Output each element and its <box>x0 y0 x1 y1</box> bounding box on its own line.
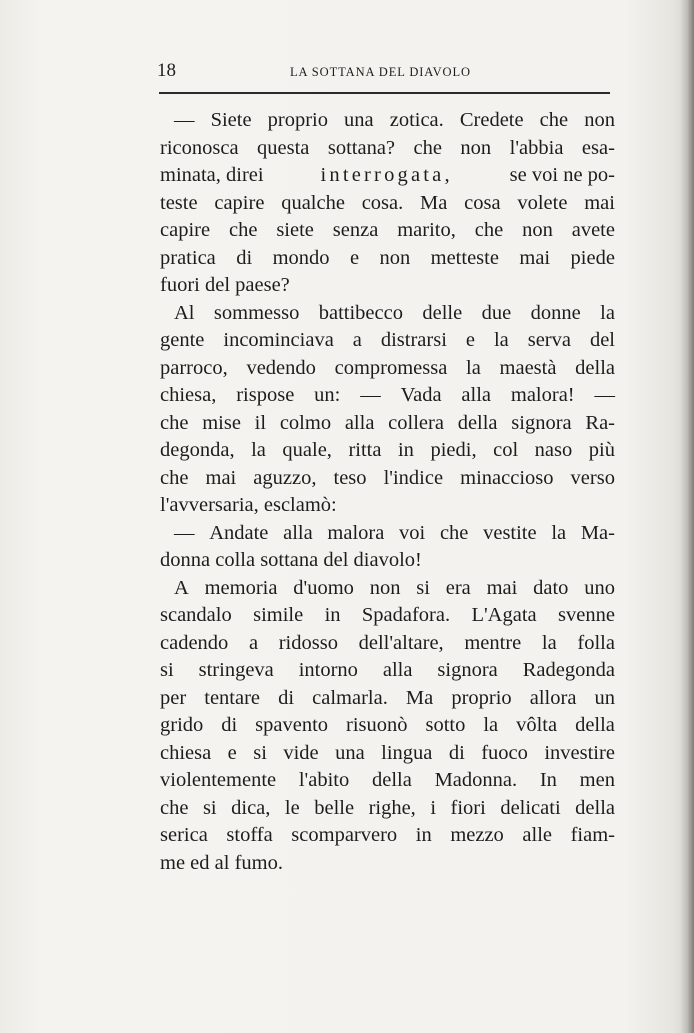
word: di <box>221 714 238 736</box>
word: risuonò <box>346 714 408 736</box>
text-line <box>160 602 615 630</box>
word: minaccioso <box>460 466 554 489</box>
word: malora <box>327 521 385 544</box>
word: Vada <box>400 384 442 406</box>
word: scomparvero <box>291 824 398 846</box>
word: vôlta <box>516 714 558 736</box>
word: investire <box>544 741 615 764</box>
word: riconosca <box>160 136 239 159</box>
word: Madonna. <box>434 769 518 791</box>
word: righe, <box>368 796 416 819</box>
word: — <box>360 384 381 406</box>
header-rule <box>159 92 610 94</box>
word: folla <box>577 631 615 654</box>
word: siete <box>276 219 314 241</box>
word: alla <box>461 384 492 406</box>
word: non <box>584 109 615 131</box>
word: a <box>352 329 362 351</box>
word: serica <box>160 824 208 846</box>
word: dell'altare, <box>358 631 444 654</box>
word: delicati <box>500 796 561 819</box>
text-line <box>160 327 615 355</box>
word: Ma <box>405 686 434 709</box>
word: mentre <box>464 631 522 654</box>
word: il <box>254 411 267 434</box>
word: metteste <box>430 246 499 269</box>
word: l'abbia <box>509 136 564 159</box>
word: proprio <box>451 686 512 709</box>
text-line <box>160 685 615 713</box>
word: alla <box>382 659 413 681</box>
word: chiesa <box>160 741 212 764</box>
word: Ma- <box>580 521 615 544</box>
word: si <box>202 796 217 819</box>
word: fiori <box>450 796 486 819</box>
word: donne <box>530 301 581 324</box>
word: uno <box>584 576 615 599</box>
word: parroco, <box>160 356 228 379</box>
word: si <box>416 576 430 599</box>
word: simile <box>253 604 304 626</box>
word: i <box>430 796 437 819</box>
word: del <box>589 329 615 351</box>
text-line <box>160 657 615 685</box>
word: era <box>445 576 471 599</box>
word: delle <box>422 301 463 324</box>
word: a <box>248 631 259 654</box>
word: in <box>397 439 414 461</box>
word: la <box>551 521 567 544</box>
word: due <box>481 301 512 324</box>
word: esa- <box>581 136 615 159</box>
text-line <box>160 300 615 328</box>
word: e <box>349 246 360 269</box>
text-line <box>160 712 615 740</box>
word: la <box>466 356 481 379</box>
word: che <box>539 109 569 131</box>
word: signora <box>511 411 572 434</box>
word: maestà <box>499 356 557 379</box>
word: scandalo <box>160 604 232 626</box>
word: sommesso <box>213 301 300 324</box>
text-line <box>160 740 615 768</box>
word: volete <box>517 191 568 214</box>
text-line: minata, direi interrogata, se voi ne po- <box>160 162 615 190</box>
word: teso <box>333 466 367 489</box>
word: — <box>594 384 615 406</box>
word: mai <box>519 246 551 269</box>
word: cadendo <box>160 631 229 654</box>
text-line <box>160 135 615 163</box>
word: e <box>227 741 237 764</box>
text-line: me ed al fumo. <box>160 851 283 874</box>
word: si <box>253 741 267 764</box>
word: in <box>324 604 341 626</box>
word: capire <box>160 219 211 241</box>
word: d'uomo <box>293 576 354 599</box>
word: qualche <box>281 191 345 214</box>
word: teste <box>160 191 198 214</box>
word: ritta <box>348 439 382 461</box>
word: — <box>174 109 195 131</box>
spaced-word: interrogata, <box>320 164 453 186</box>
word: degonda, <box>160 439 235 461</box>
word: mai <box>205 466 237 489</box>
text-line: l'avversaria, esclamò: <box>160 494 337 516</box>
word: mai <box>584 191 615 214</box>
word: battibecco <box>318 301 403 324</box>
word: Ma <box>420 191 448 214</box>
text-line: donna colla sottana del diavolo! <box>160 549 422 571</box>
word: vedendo <box>246 356 316 379</box>
word: sottana? <box>327 136 396 159</box>
word: che <box>160 796 189 819</box>
running-title: LA SOTTANA DEL DIAVOLO <box>290 65 471 79</box>
word: calmarla. <box>312 686 388 709</box>
word: l'abito <box>298 769 350 791</box>
text-line <box>160 630 615 658</box>
word: In <box>539 769 557 791</box>
word: Andate <box>209 521 269 544</box>
word: cosa. <box>361 191 404 214</box>
word: fiam- <box>570 824 615 846</box>
text-line <box>160 437 615 465</box>
word: belle <box>314 796 355 819</box>
word: distrarsi <box>380 329 447 351</box>
text-line <box>160 355 615 383</box>
word: non <box>522 219 553 241</box>
word: stringeva <box>198 659 274 681</box>
word: mai <box>486 576 518 599</box>
word: lingua <box>381 741 433 764</box>
word: che <box>228 219 258 241</box>
word: capire <box>214 191 265 214</box>
word: Ra- <box>585 411 615 434</box>
word: non <box>460 136 492 159</box>
word: sotto <box>425 714 466 736</box>
word: ridosso <box>278 631 338 654</box>
word: piedi, <box>430 439 477 461</box>
word: spavento <box>255 714 329 736</box>
word: — <box>174 521 195 544</box>
word: malora! <box>510 384 575 406</box>
text-line <box>160 190 615 218</box>
word: che <box>160 411 189 434</box>
word: col <box>493 439 519 461</box>
word: vide <box>283 741 319 764</box>
word: svenne <box>558 604 615 626</box>
word: che <box>474 219 504 241</box>
word: della <box>575 714 615 736</box>
text-line <box>160 465 615 493</box>
word: Radegonda <box>522 659 615 681</box>
word: L'Agata <box>471 604 537 626</box>
word: alla <box>344 411 375 434</box>
word: per <box>160 686 187 709</box>
word: Siete <box>210 109 252 131</box>
word: marito, <box>397 219 456 241</box>
word: mezzo <box>450 824 504 846</box>
word: la <box>483 714 499 736</box>
text-line <box>160 382 615 410</box>
word: vestite <box>483 521 537 544</box>
word: in <box>415 824 432 846</box>
word: collera <box>388 411 444 434</box>
word: aguzzo, <box>253 466 317 489</box>
text-line <box>160 822 615 850</box>
word: signora <box>437 659 498 681</box>
word: mise <box>202 411 241 434</box>
word: memoria <box>204 576 278 599</box>
word: di <box>278 686 295 709</box>
word: mondo <box>272 246 330 269</box>
word: proprio <box>267 109 328 131</box>
word: la <box>600 301 615 324</box>
word: serva <box>527 329 571 351</box>
text-line <box>160 795 615 823</box>
word: verso <box>570 466 615 489</box>
word: la <box>493 329 509 351</box>
word: alla <box>283 521 313 544</box>
word: una <box>344 109 374 131</box>
word: questa <box>257 136 310 159</box>
word: la <box>541 631 557 654</box>
word: un <box>594 686 615 709</box>
word: allora <box>529 686 577 709</box>
word: quale, <box>282 439 332 461</box>
word: cosa <box>464 191 501 214</box>
text-line: fuori del paese? <box>160 274 290 296</box>
word: la <box>251 439 266 461</box>
word: pratica <box>160 246 216 269</box>
word: più <box>588 439 615 461</box>
word: dica, <box>231 796 271 819</box>
word: un: <box>314 384 341 406</box>
word: compromessa <box>334 356 448 379</box>
page-edge-shadow <box>680 0 694 1033</box>
word: violentemente <box>160 769 277 791</box>
text-line <box>160 575 615 603</box>
page-number: 18 <box>157 60 176 81</box>
word: non <box>369 576 401 599</box>
word: avete <box>571 219 615 241</box>
word: colmo <box>279 411 332 434</box>
text-line <box>160 245 615 273</box>
word: e <box>465 329 475 351</box>
body-text <box>160 107 615 877</box>
word: della <box>575 356 615 379</box>
word: le <box>284 796 300 819</box>
word: non <box>379 246 411 269</box>
text-line <box>160 410 615 438</box>
word: tentare <box>204 686 261 709</box>
word: Credete <box>459 109 524 131</box>
word: A <box>174 576 189 599</box>
word: una <box>335 741 365 764</box>
word: che <box>439 521 469 544</box>
word: voi <box>399 521 426 544</box>
word: della <box>371 769 412 791</box>
word: si <box>160 659 174 681</box>
text-line <box>160 520 615 548</box>
word: rispose <box>236 384 295 406</box>
page-header <box>157 60 609 86</box>
word: piede <box>570 246 615 269</box>
word: incominciava <box>223 329 334 351</box>
word: Al <box>174 301 195 324</box>
text-line <box>160 217 615 245</box>
word: dato <box>533 576 569 599</box>
word: della <box>457 411 498 434</box>
word: l'indice <box>383 466 444 489</box>
word: che <box>160 466 189 489</box>
word: Spadafora. <box>361 604 451 626</box>
word: men <box>579 769 615 791</box>
word: che <box>413 136 442 159</box>
word: stoffa <box>226 824 273 846</box>
word: grido <box>160 714 204 736</box>
word: chiesa, <box>160 384 217 406</box>
word: fuoco <box>481 741 528 764</box>
word: di <box>448 741 465 764</box>
word: alle <box>522 824 552 846</box>
word: gente <box>160 329 205 351</box>
word: intorno <box>298 659 358 681</box>
word: zotica. <box>389 109 444 131</box>
text-line <box>160 767 615 795</box>
word: della <box>575 796 615 819</box>
text-line <box>160 107 615 135</box>
word: di <box>236 246 253 269</box>
word: naso <box>534 439 573 461</box>
word: senza <box>332 219 379 241</box>
